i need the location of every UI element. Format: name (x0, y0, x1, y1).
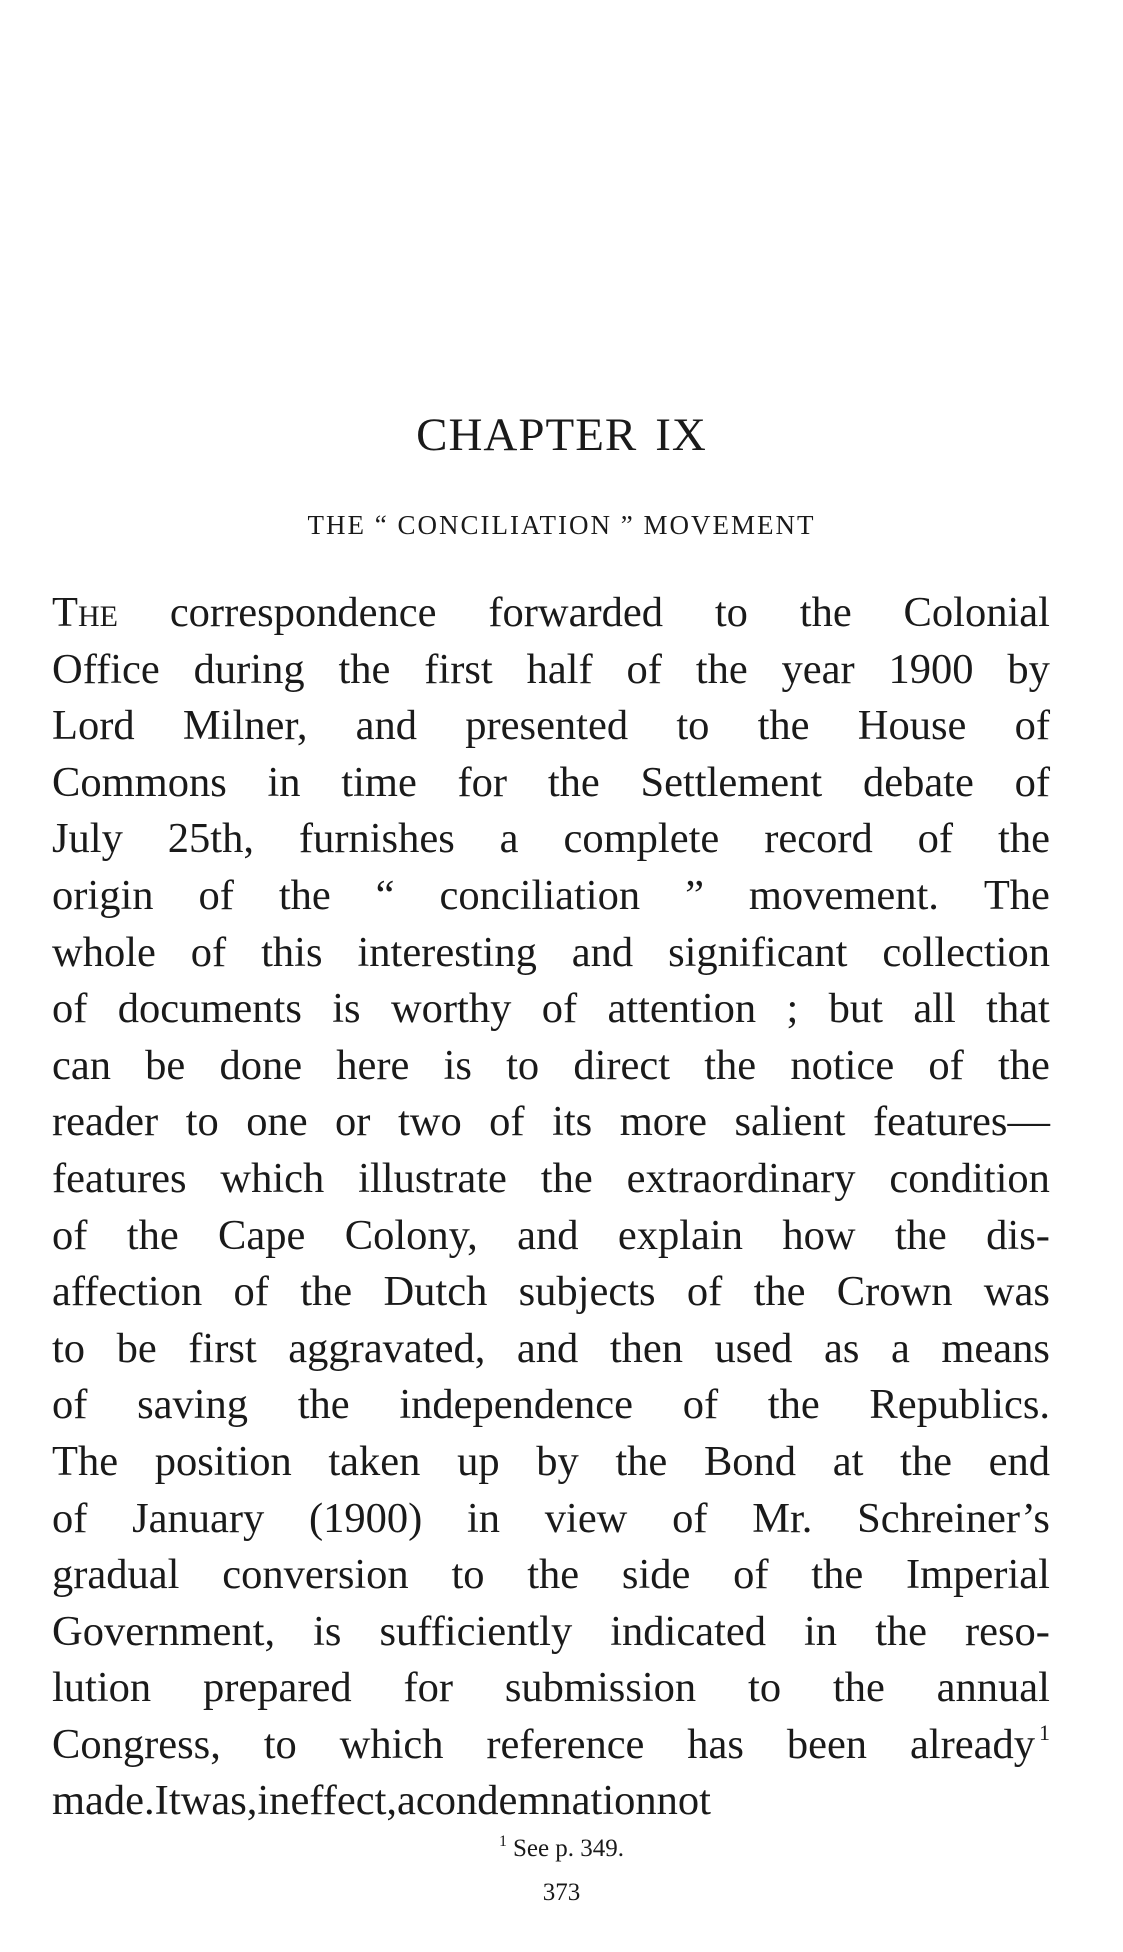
body-line: The correspondence forwarded to the Colonial (52, 589, 1050, 636)
page-number: 373 (542, 1879, 581, 1906)
body-line: lution prepared for submission to the annual (52, 1664, 1050, 1712)
body-line: Government, is sufficiently indicated in the reso- (52, 1607, 1050, 1655)
body-line: features which illustrate the extraordinary condition (52, 1154, 1050, 1202)
body-line: to be first aggravated, and then used as a means (52, 1324, 1050, 1372)
body-line: Lord Milner, and presented to the House of (52, 702, 1050, 750)
footnote-marker: 1 (498, 1833, 507, 1850)
body-text (52, 585, 1050, 1830)
body-line: of saving the independence of the Republics. (52, 1381, 1050, 1429)
chapter-number: IX (655, 409, 707, 461)
body-line: Congress, to which reference has been already $^1$ (52, 1719, 1050, 1768)
body-line: of January (1900) in view of Mr. Schreiner’s (52, 1494, 1050, 1542)
body-line: origin of the “ conciliation ” movement. The (52, 871, 1050, 919)
body-line: affection of the Dutch subjects of the Crown was (52, 1268, 1050, 1316)
chapter-heading (0, 409, 1123, 461)
body-line: Commons in time for the Settlement debate of (52, 758, 1050, 806)
body-line: of documents is worthy of attention ; but all that (52, 985, 1050, 1033)
body-line: can be done here is to direct the notice of the (52, 1041, 1050, 1089)
footnote-text: See p. 349. (512, 1835, 625, 1862)
footnote (0, 1834, 1123, 1861)
body-line: The position taken up by the Bond at the end (52, 1437, 1050, 1485)
footnote-reference: 1 (1039, 1719, 1050, 1745)
body-line: of the Cape Colony, and explain how the dis- (52, 1211, 1050, 1259)
body-line: made. It was, in effect, a condemnation not (52, 1777, 711, 1825)
chapter-subtitle: THE “ CONCILIATION ” MOVEMENT (307, 510, 816, 540)
body-line: gradual conversion to the side of the Imperial (52, 1551, 1050, 1599)
chapter-label: CHAPTER (416, 409, 638, 461)
body-line: whole of this interesting and significant collection (52, 928, 1050, 976)
body-line: July 25th, furnishes a complete record of the (52, 815, 1050, 863)
body-line: reader to one or two of its more salient features— (52, 1098, 1050, 1146)
body-line: Office during the first half of the year 1900 by (52, 645, 1050, 693)
